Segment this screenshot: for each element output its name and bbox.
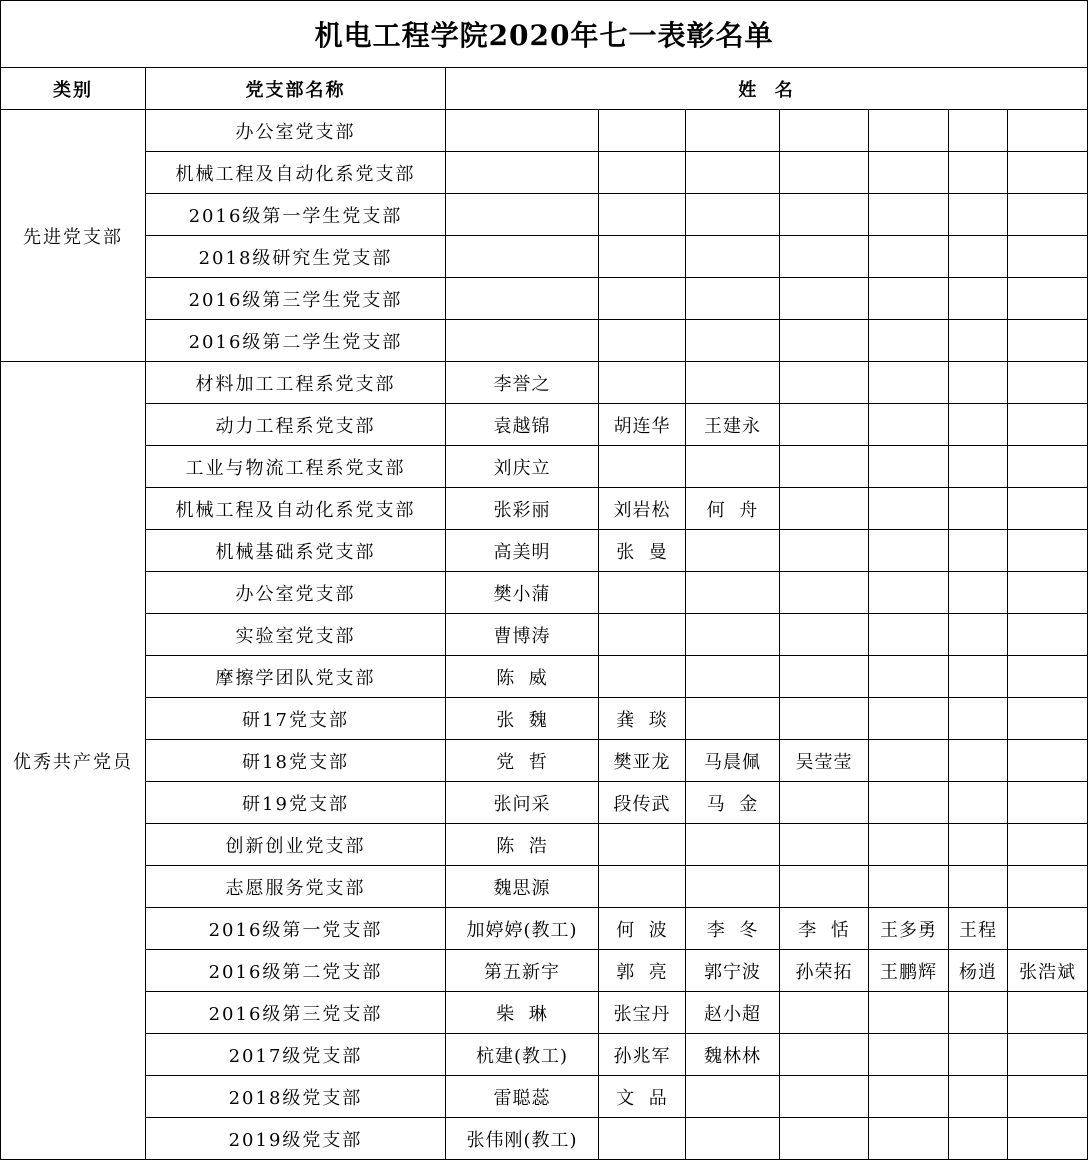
member-name-cell: 第五新宇 xyxy=(446,950,599,992)
member-name-cell xyxy=(686,152,780,194)
member-name-cell xyxy=(869,866,949,908)
member-name-cell xyxy=(780,530,869,572)
branch-name-cell: 工业与物流工程系党支部 xyxy=(146,446,446,488)
member-name-cell xyxy=(686,278,780,320)
member-name-cell xyxy=(446,278,599,320)
branch-name-cell: 2016级第二党支部 xyxy=(146,950,446,992)
member-name-cell xyxy=(780,698,869,740)
member-name-cell xyxy=(1008,278,1088,320)
member-name-cell xyxy=(686,698,780,740)
title-row xyxy=(1,1,1088,68)
table-row xyxy=(1,530,1088,572)
member-name-cell xyxy=(686,824,780,866)
page-title: 机电工程学院2020年七一表彰名单 xyxy=(1,1,1088,68)
member-name-cell xyxy=(446,236,599,278)
branch-name-cell: 2016级第二学生党支部 xyxy=(146,320,446,362)
member-name-cell xyxy=(780,992,869,1034)
table-row xyxy=(1,572,1088,614)
branch-name-cell: 2019级党支部 xyxy=(146,1118,446,1160)
member-name-cell xyxy=(599,278,686,320)
member-name-cell xyxy=(949,1034,1008,1076)
table-row xyxy=(1,782,1088,824)
member-name-cell xyxy=(599,362,686,404)
member-name-cell xyxy=(949,446,1008,488)
member-name-cell: 曹博涛 xyxy=(446,614,599,656)
member-name-cell xyxy=(780,488,869,530)
member-name-cell xyxy=(1008,362,1088,404)
member-name-cell xyxy=(446,194,599,236)
member-name-cell: 党 哲 xyxy=(446,740,599,782)
member-name-cell xyxy=(780,572,869,614)
member-name-cell xyxy=(1008,110,1088,152)
member-name-cell xyxy=(1008,908,1088,950)
member-name-cell: 张宝丹 xyxy=(599,992,686,1034)
member-name-cell: 刘岩松 xyxy=(599,488,686,530)
member-name-cell xyxy=(869,824,949,866)
member-name-cell xyxy=(780,362,869,404)
member-name-cell xyxy=(1008,1118,1088,1160)
member-name-cell xyxy=(869,278,949,320)
member-name-cell xyxy=(869,572,949,614)
member-name-cell xyxy=(780,656,869,698)
member-name-cell xyxy=(869,992,949,1034)
member-name-cell xyxy=(686,446,780,488)
table-row xyxy=(1,950,1088,992)
member-name-cell xyxy=(869,320,949,362)
member-name-cell xyxy=(780,1034,869,1076)
member-name-cell xyxy=(1008,824,1088,866)
member-name-cell xyxy=(869,530,949,572)
member-name-cell xyxy=(780,1076,869,1118)
branch-name-cell: 2016级第三学生党支部 xyxy=(146,278,446,320)
member-name-cell xyxy=(1008,698,1088,740)
member-name-cell xyxy=(686,320,780,362)
member-name-cell xyxy=(446,320,599,362)
member-name-cell xyxy=(949,194,1008,236)
table-row xyxy=(1,152,1088,194)
table-row xyxy=(1,908,1088,950)
member-name-cell: 魏林林 xyxy=(686,1034,780,1076)
member-name-cell xyxy=(780,446,869,488)
branch-name-cell: 研19党支部 xyxy=(146,782,446,824)
branch-name-cell: 研17党支部 xyxy=(146,698,446,740)
member-name-cell xyxy=(686,614,780,656)
member-name-cell xyxy=(949,824,1008,866)
member-name-cell xyxy=(599,614,686,656)
member-name-cell xyxy=(869,152,949,194)
member-name-cell: 李誉之 xyxy=(446,362,599,404)
member-name-cell xyxy=(686,236,780,278)
member-name-cell: 王多勇 xyxy=(869,908,949,950)
member-name-cell xyxy=(1008,614,1088,656)
member-name-cell xyxy=(949,152,1008,194)
member-name-cell xyxy=(949,572,1008,614)
member-name-cell xyxy=(869,782,949,824)
table-row xyxy=(1,740,1088,782)
member-name-cell xyxy=(686,1118,780,1160)
member-name-cell xyxy=(1008,572,1088,614)
member-name-cell xyxy=(869,110,949,152)
table-row xyxy=(1,824,1088,866)
member-name-cell xyxy=(1008,446,1088,488)
member-name-cell xyxy=(1008,992,1088,1034)
member-name-cell xyxy=(869,404,949,446)
member-name-cell xyxy=(1008,320,1088,362)
table-row xyxy=(1,362,1088,404)
member-name-cell xyxy=(599,1118,686,1160)
member-name-cell: 王建永 xyxy=(686,404,780,446)
member-name-cell: 李 恬 xyxy=(780,908,869,950)
member-name-cell xyxy=(599,866,686,908)
branch-name-cell: 创新创业党支部 xyxy=(146,824,446,866)
member-name-cell xyxy=(780,110,869,152)
member-name-cell xyxy=(949,236,1008,278)
category-cell: 先进党支部 xyxy=(1,110,146,362)
member-name-cell xyxy=(869,1118,949,1160)
member-name-cell: 张问采 xyxy=(446,782,599,824)
member-name-cell xyxy=(780,152,869,194)
branch-name-cell: 办公室党支部 xyxy=(146,110,446,152)
member-name-cell xyxy=(780,320,869,362)
table-row xyxy=(1,1034,1088,1076)
branch-name-cell: 办公室党支部 xyxy=(146,572,446,614)
member-name-cell xyxy=(599,152,686,194)
table-row xyxy=(1,110,1088,152)
header-category: 类别 xyxy=(1,68,146,110)
member-name-cell xyxy=(869,194,949,236)
table-row xyxy=(1,404,1088,446)
member-name-cell: 龚 琰 xyxy=(599,698,686,740)
member-name-cell xyxy=(869,614,949,656)
member-name-cell xyxy=(599,236,686,278)
branch-name-cell: 研18党支部 xyxy=(146,740,446,782)
table-row xyxy=(1,656,1088,698)
member-name-cell xyxy=(869,1076,949,1118)
member-name-cell: 王程 xyxy=(949,908,1008,950)
member-name-cell: 何 舟 xyxy=(686,488,780,530)
member-name-cell xyxy=(780,194,869,236)
member-name-cell xyxy=(686,1076,780,1118)
branch-name-cell: 志愿服务党支部 xyxy=(146,866,446,908)
member-name-cell xyxy=(780,782,869,824)
member-name-cell xyxy=(686,656,780,698)
member-name-cell xyxy=(949,278,1008,320)
member-name-cell xyxy=(780,236,869,278)
table-row xyxy=(1,1118,1088,1160)
member-name-cell: 李 冬 xyxy=(686,908,780,950)
member-name-cell xyxy=(780,824,869,866)
branch-name-cell: 2018级党支部 xyxy=(146,1076,446,1118)
branch-name-cell: 动力工程系党支部 xyxy=(146,404,446,446)
member-name-cell: 袁越锦 xyxy=(446,404,599,446)
member-name-cell xyxy=(949,782,1008,824)
member-name-cell xyxy=(1008,656,1088,698)
member-name-cell xyxy=(686,572,780,614)
member-name-cell: 陈 浩 xyxy=(446,824,599,866)
table-row xyxy=(1,992,1088,1034)
member-name-cell: 加婷婷(教工) xyxy=(446,908,599,950)
member-name-cell xyxy=(446,152,599,194)
member-name-cell: 文 品 xyxy=(599,1076,686,1118)
member-name-cell xyxy=(780,278,869,320)
member-name-cell: 樊小蒲 xyxy=(446,572,599,614)
member-name-cell xyxy=(686,110,780,152)
member-name-cell xyxy=(1008,488,1088,530)
member-name-cell xyxy=(1008,1076,1088,1118)
member-name-cell xyxy=(869,656,949,698)
member-name-cell xyxy=(599,110,686,152)
branch-name-cell: 机械基础系党支部 xyxy=(146,530,446,572)
member-name-cell xyxy=(949,614,1008,656)
member-name-cell xyxy=(1008,1034,1088,1076)
member-name-cell xyxy=(949,1118,1008,1160)
member-name-cell xyxy=(949,320,1008,362)
member-name-cell: 何 波 xyxy=(599,908,686,950)
member-name-cell: 张伟刚(教工) xyxy=(446,1118,599,1160)
member-name-cell xyxy=(949,656,1008,698)
branch-name-cell: 材料加工工程系党支部 xyxy=(146,362,446,404)
member-name-cell: 杭建(教工) xyxy=(446,1034,599,1076)
member-name-cell xyxy=(686,194,780,236)
member-name-cell xyxy=(599,194,686,236)
member-name-cell xyxy=(869,698,949,740)
member-name-cell xyxy=(949,530,1008,572)
member-name-cell xyxy=(1008,530,1088,572)
member-name-cell xyxy=(599,320,686,362)
member-name-cell xyxy=(1008,152,1088,194)
member-name-cell: 陈 威 xyxy=(446,656,599,698)
member-name-cell xyxy=(949,362,1008,404)
member-name-cell: 吴莹莹 xyxy=(780,740,869,782)
member-name-cell xyxy=(780,614,869,656)
member-name-cell: 马晨佩 xyxy=(686,740,780,782)
member-name-cell: 胡连华 xyxy=(599,404,686,446)
member-name-cell: 刘庆立 xyxy=(446,446,599,488)
member-name-cell xyxy=(949,404,1008,446)
member-name-cell xyxy=(686,530,780,572)
member-name-cell xyxy=(780,404,869,446)
member-name-cell: 孙兆军 xyxy=(599,1034,686,1076)
member-name-cell xyxy=(869,488,949,530)
member-name-cell xyxy=(949,488,1008,530)
member-name-cell xyxy=(1008,866,1088,908)
header-names: 姓 名 xyxy=(446,68,1088,110)
branch-name-cell: 2016级第一学生党支部 xyxy=(146,194,446,236)
member-name-cell xyxy=(599,572,686,614)
member-name-cell xyxy=(1008,236,1088,278)
member-name-cell: 张 曼 xyxy=(599,530,686,572)
header-row xyxy=(1,68,1088,110)
member-name-cell: 雷聪蕊 xyxy=(446,1076,599,1118)
member-name-cell xyxy=(599,656,686,698)
member-name-cell xyxy=(949,1076,1008,1118)
member-name-cell xyxy=(686,866,780,908)
table-row xyxy=(1,1076,1088,1118)
table-row xyxy=(1,194,1088,236)
branch-name-cell: 2018级研究生党支部 xyxy=(146,236,446,278)
header-branch: 党支部名称 xyxy=(146,68,446,110)
member-name-cell xyxy=(446,110,599,152)
member-name-cell: 魏思源 xyxy=(446,866,599,908)
member-name-cell xyxy=(1008,782,1088,824)
member-name-cell xyxy=(869,740,949,782)
member-name-cell xyxy=(949,110,1008,152)
member-name-cell: 郭 亮 xyxy=(599,950,686,992)
branch-name-cell: 摩擦学团队党支部 xyxy=(146,656,446,698)
member-name-cell: 张浩斌 xyxy=(1008,950,1088,992)
member-name-cell xyxy=(1008,404,1088,446)
table-row xyxy=(1,236,1088,278)
member-name-cell xyxy=(1008,740,1088,782)
member-name-cell xyxy=(869,1034,949,1076)
member-name-cell xyxy=(1008,194,1088,236)
table-row xyxy=(1,698,1088,740)
branch-name-cell: 2016级第一党支部 xyxy=(146,908,446,950)
member-name-cell xyxy=(869,362,949,404)
member-name-cell: 张彩丽 xyxy=(446,488,599,530)
member-name-cell xyxy=(949,992,1008,1034)
branch-name-cell: 机械工程及自动化系党支部 xyxy=(146,152,446,194)
member-name-cell xyxy=(869,446,949,488)
category-cell: 优秀共产党员 xyxy=(1,362,146,1160)
table-row xyxy=(1,320,1088,362)
member-name-cell: 柴 琳 xyxy=(446,992,599,1034)
member-name-cell xyxy=(780,1118,869,1160)
member-name-cell: 樊亚龙 xyxy=(599,740,686,782)
table-row xyxy=(1,866,1088,908)
member-name-cell: 王鹏辉 xyxy=(869,950,949,992)
branch-name-cell: 实验室党支部 xyxy=(146,614,446,656)
table-row xyxy=(1,614,1088,656)
member-name-cell xyxy=(949,740,1008,782)
member-name-cell: 郭宁波 xyxy=(686,950,780,992)
member-name-cell: 段传武 xyxy=(599,782,686,824)
member-name-cell xyxy=(780,866,869,908)
member-name-cell xyxy=(686,362,780,404)
branch-name-cell: 2017级党支部 xyxy=(146,1034,446,1076)
branch-name-cell: 2016级第三党支部 xyxy=(146,992,446,1034)
member-name-cell xyxy=(869,236,949,278)
member-name-cell: 赵小超 xyxy=(686,992,780,1034)
member-name-cell: 高美明 xyxy=(446,530,599,572)
member-name-cell xyxy=(949,866,1008,908)
member-name-cell xyxy=(599,824,686,866)
table-row xyxy=(1,278,1088,320)
member-name-cell: 杨逍 xyxy=(949,950,1008,992)
table-row xyxy=(1,488,1088,530)
member-name-cell xyxy=(949,698,1008,740)
table-row xyxy=(1,446,1088,488)
member-name-cell: 张 魏 xyxy=(446,698,599,740)
member-name-cell: 孙荣拓 xyxy=(780,950,869,992)
member-name-cell: 马 金 xyxy=(686,782,780,824)
branch-name-cell: 机械工程及自动化系党支部 xyxy=(146,488,446,530)
member-name-cell xyxy=(599,446,686,488)
